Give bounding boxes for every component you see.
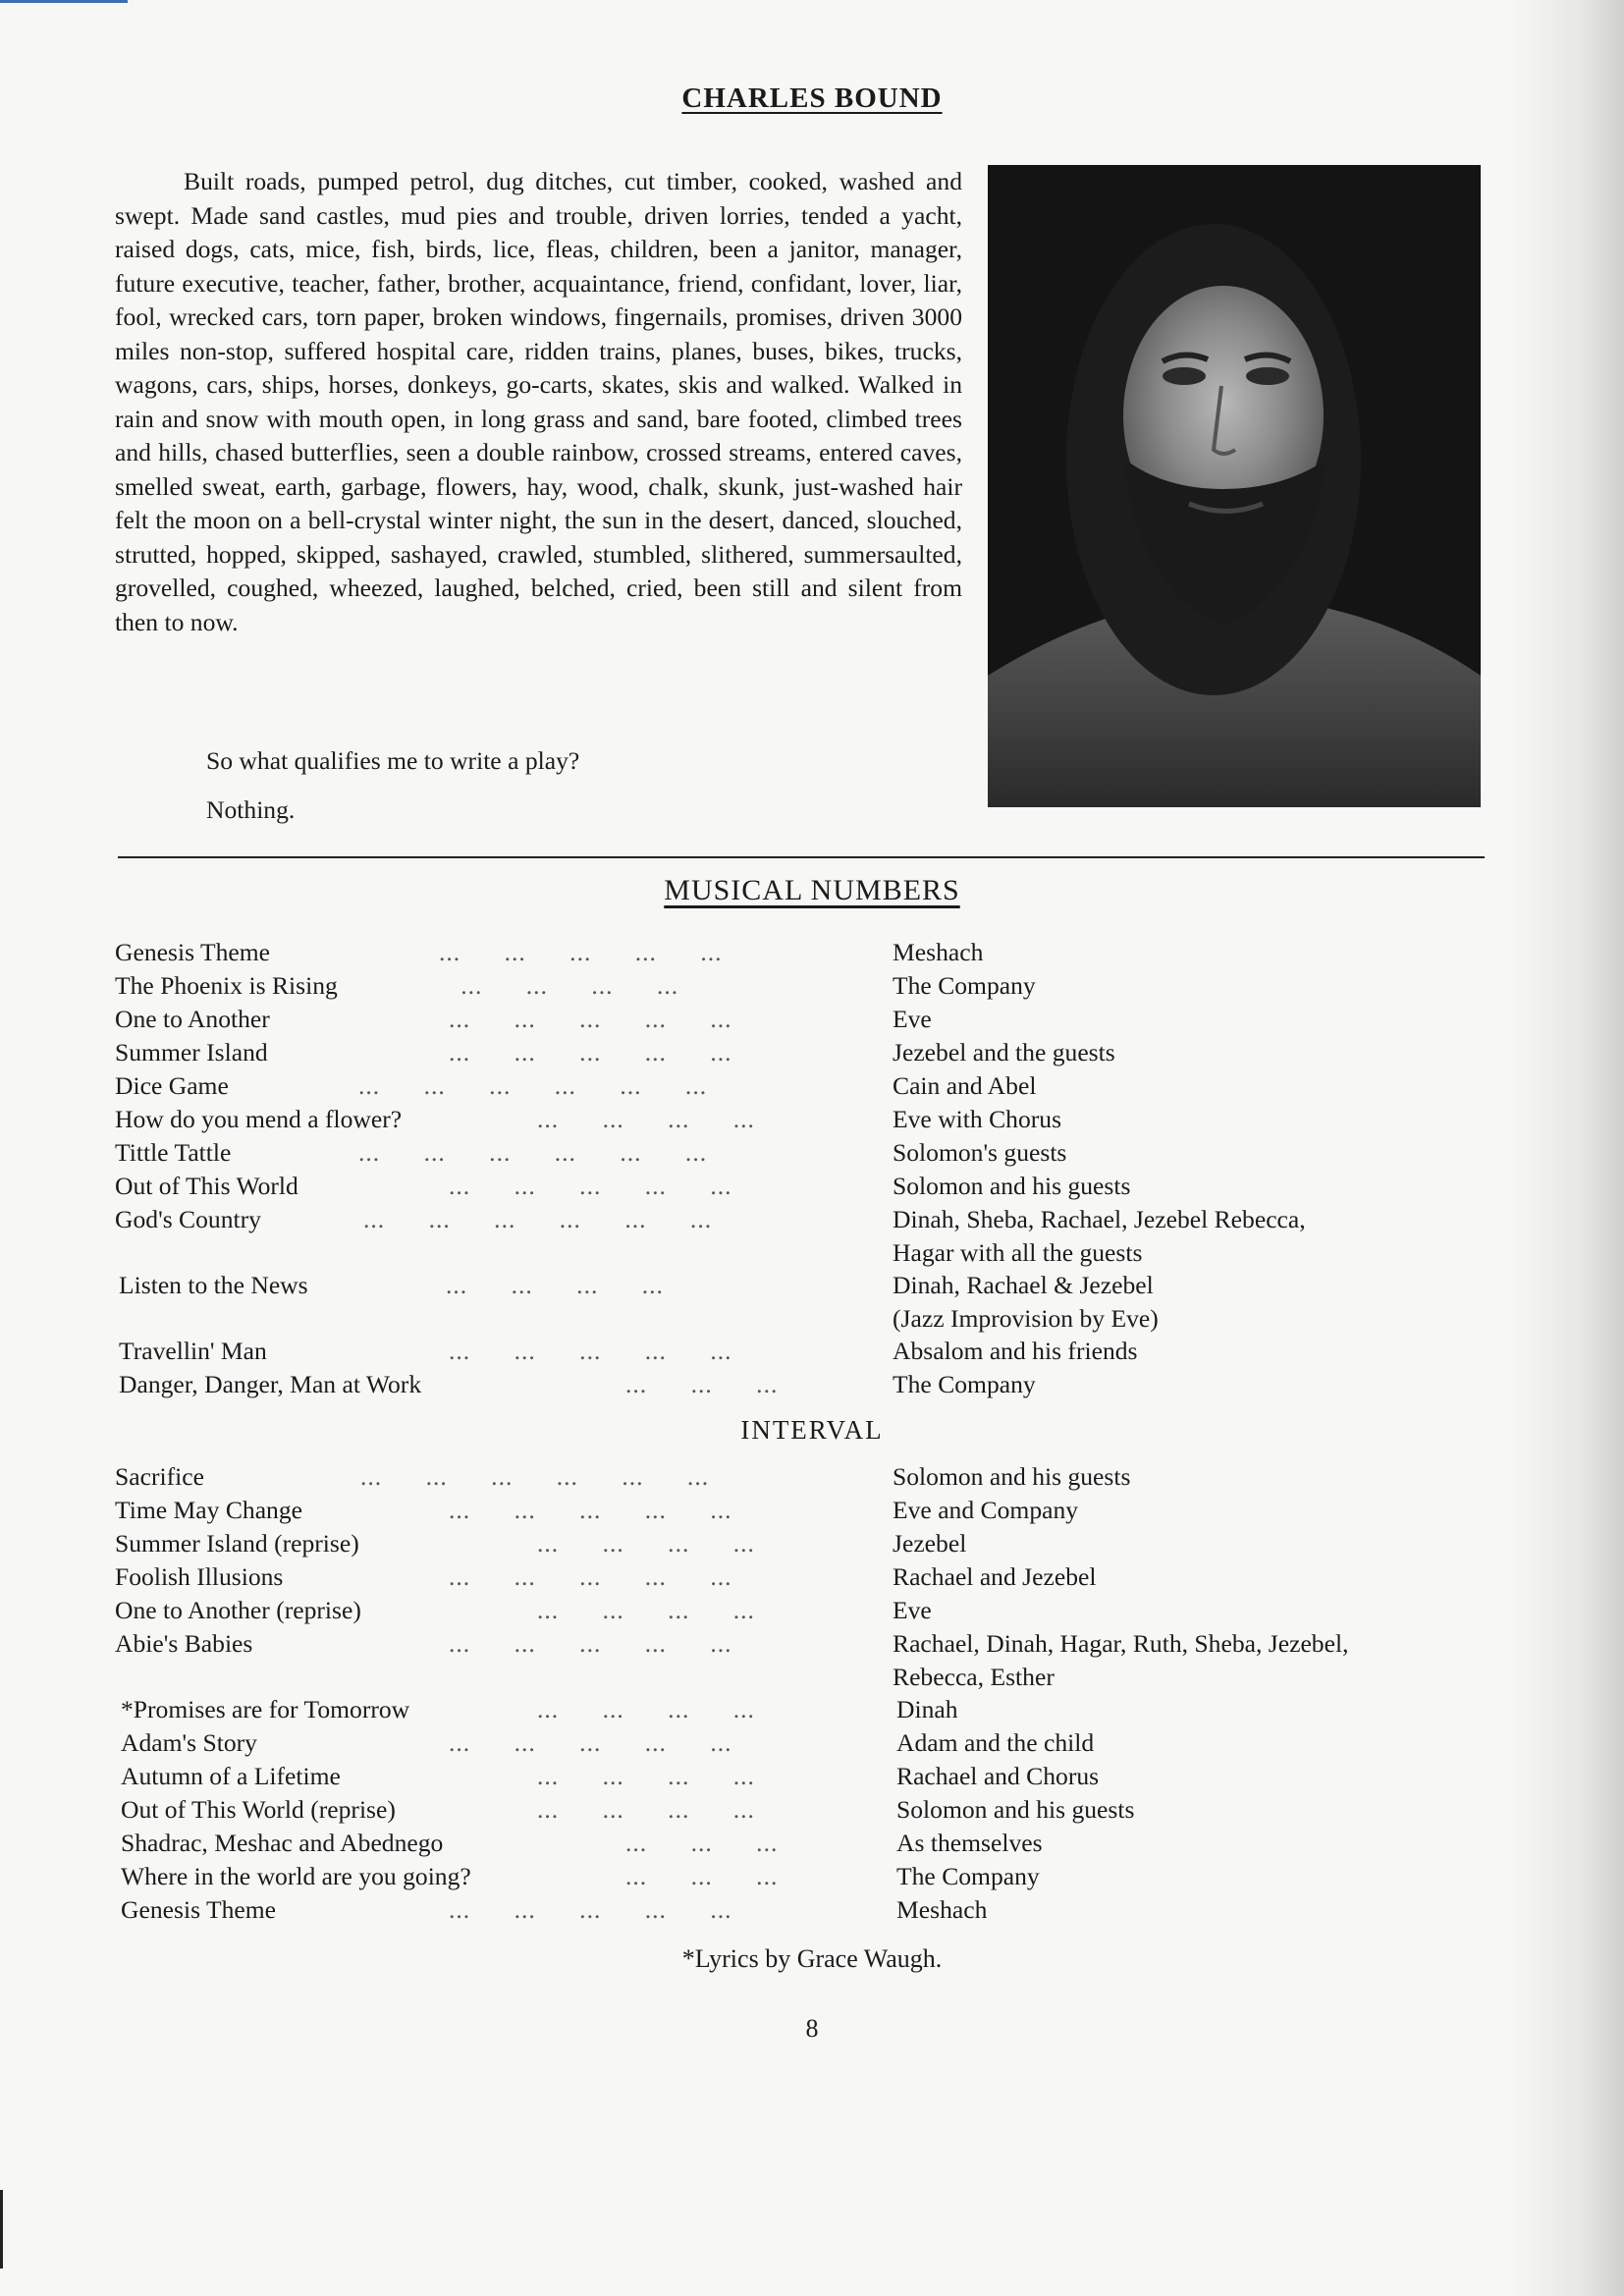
song-performer: Jezebel and the guests — [893, 1038, 1115, 1066]
song-row — [115, 969, 1509, 1003]
leader-dots: ... ... ... — [625, 1370, 779, 1398]
song-row — [115, 1103, 1509, 1136]
song-row — [115, 1693, 1509, 1726]
author-portrait-photo — [988, 165, 1481, 807]
song-performer: Solomon and his guests — [893, 1172, 1131, 1200]
song-title: Adam's Story — [121, 1728, 257, 1757]
leader-dots: ... ... ... ... — [439, 971, 679, 1000]
song-title: Autumn of a Lifetime — [121, 1762, 341, 1790]
song-performer: Solomon and his guests — [896, 1795, 1135, 1824]
leader-dots: ... ... ... ... — [446, 1271, 664, 1299]
song-title: Listen to the News — [119, 1271, 308, 1299]
song-title: Where in the world are you going? — [121, 1862, 471, 1890]
leader-dots: ... ... ... ... ... — [449, 1172, 732, 1200]
song-row — [115, 1494, 1509, 1527]
leader-dots: ... ... ... ... ... ... — [358, 1071, 708, 1100]
song-title: *Promises are for Tomorrow — [121, 1695, 410, 1723]
song-title: Out of This World — [115, 1172, 298, 1200]
song-row — [115, 1269, 1509, 1333]
song-performer: As themselves — [896, 1829, 1043, 1857]
leader-dots: ... ... ... ... ... — [449, 1728, 732, 1757]
song-performer: Rachael and Chorus — [896, 1762, 1100, 1790]
song-title: Sacrifice — [115, 1462, 204, 1491]
leader-dots: ... ... ... ... ... — [439, 938, 723, 966]
song-performer: Dinah — [896, 1695, 958, 1723]
song-title: Danger, Danger, Man at Work — [119, 1370, 422, 1398]
song-row — [115, 1627, 1509, 1691]
song-performer: Eve — [893, 1005, 932, 1033]
song-performer-continued: (Jazz Improvision by Eve) — [893, 1304, 1159, 1333]
song-performer: Absalom and his friends — [893, 1337, 1138, 1365]
bio-paragraph: Built roads, pumped petrol, dug ditches, cut timber, cooked, washed and swept. Made sand castles, mud pies and trouble, driven lorries, tended a yacht, raised dogs, cats, mice, fish, birds, lice, fleas, children, been a janitor, manager, future executive, teacher, father, brother, acquaintance, friend, confidant, lover, liar, fool, wrecked cars, torn paper, broken windows, fingernails, promises, driven 3000 miles non-stop, suffered hospital care, ridden trains, planes, buses, bikes, trucks, wagons, cars, ships, horses, donkeys, go-carts, skates, skis and walked. Walked in rain and snow with mouth open, in long grass and sand, bare footed, climbed trees and hills, chased butterflies, seen a double rainbow, crossed streams, entered caves, smelled sweat, earth, garbage, flowers, hay, wood, chalk, skunk, just-washed hair felt the moon on a bell-crystal winter night, the sun in the desert, danced, slouched, strutted, hopped, skipped, sashayed, crawled, stumbled, slithered, summersaulted, grovelled, coughed, wheezed, laughed, belched, cried, been still and silent from then to now. — [115, 167, 962, 636]
song-row — [115, 1460, 1509, 1494]
section-divider — [118, 856, 1485, 858]
song-performer: Adam and the child — [896, 1728, 1095, 1757]
song-performer: Solomon and his guests — [893, 1462, 1131, 1491]
page-number: 8 — [805, 2014, 819, 2043]
leader-dots: ... ... ... ... — [537, 1695, 755, 1723]
song-row — [115, 1335, 1509, 1368]
song-performer: Dinah, Rachael & Jezebel — [893, 1271, 1154, 1299]
song-performer: The Company — [893, 1370, 1036, 1398]
bio-answer: Nothing. — [206, 795, 296, 824]
song-title: Abie's Babies — [115, 1629, 253, 1658]
song-performer: Solomon's guests — [893, 1138, 1067, 1167]
leader-dots: ... ... ... ... ... — [449, 1562, 732, 1591]
song-performer: The Company — [893, 971, 1036, 1000]
song-title: Summer Island (reprise) — [115, 1529, 359, 1558]
song-row — [115, 1136, 1509, 1170]
leader-dots: ... ... ... ... ... — [449, 1629, 732, 1658]
leader-dots: ... ... ... ... ... ... — [363, 1205, 713, 1233]
song-title: The Phoenix is Rising — [115, 971, 338, 1000]
leader-dots: ... ... ... ... ... ... — [360, 1462, 710, 1491]
song-row — [115, 1760, 1509, 1793]
song-performer: Eve with Chorus — [893, 1105, 1062, 1133]
song-performer: Eve and Company — [893, 1496, 1079, 1524]
song-row — [115, 1893, 1509, 1927]
leader-dots: ... ... ... ... ... — [449, 1005, 732, 1033]
interval-heading: INTERVAL — [740, 1415, 884, 1445]
song-title: One to Another (reprise) — [115, 1596, 361, 1624]
bio-title: CHARLES BOUND — [681, 82, 943, 114]
song-row — [115, 1726, 1509, 1760]
leader-dots: ... ... ... ... — [537, 1762, 755, 1790]
song-title: How do you mend a flower? — [115, 1105, 403, 1133]
song-performer: Meshach — [896, 1895, 988, 1924]
song-row — [115, 1170, 1509, 1203]
song-title: Travellin' Man — [119, 1337, 267, 1365]
leader-dots: ... ... ... ... ... — [449, 1038, 732, 1066]
song-row — [115, 1368, 1509, 1401]
song-title: One to Another — [115, 1005, 270, 1033]
song-row — [115, 1827, 1509, 1860]
leader-dots: ... ... ... ... — [537, 1795, 755, 1824]
scan-edge-mark-left — [0, 2190, 3, 2269]
song-title: Shadrac, Meshac and Abednego — [121, 1829, 444, 1857]
song-row — [115, 1594, 1509, 1627]
song-performer: Cain and Abel — [893, 1071, 1037, 1100]
leader-dots: ... ... ... ... ... — [449, 1496, 732, 1524]
song-performer: Rachael and Jezebel — [893, 1562, 1097, 1591]
song-performer: Dinah, Sheba, Rachael, Jezebel Rebecca, — [893, 1205, 1306, 1233]
bio-question: So what qualifies me to write a play? — [206, 746, 580, 775]
song-title: Summer Island — [115, 1038, 268, 1066]
scan-edge-mark — [0, 0, 128, 3]
song-title: Out of This World (reprise) — [121, 1795, 396, 1824]
lyrics-footnote: *Lyrics by Grace Waugh. — [681, 1944, 943, 1973]
song-title: Foolish Illusions — [115, 1562, 284, 1591]
song-row — [115, 1860, 1509, 1893]
leader-dots: ... ... ... ... ... — [449, 1895, 732, 1924]
leader-dots: ... ... ... ... — [537, 1529, 755, 1558]
song-performer-continued: Rebecca, Esther — [893, 1663, 1055, 1691]
song-performer: Meshach — [893, 938, 984, 966]
song-title: Genesis Theme — [115, 938, 271, 966]
leader-dots: ... ... ... — [625, 1829, 779, 1857]
leader-dots: ... ... ... ... — [537, 1596, 755, 1624]
song-title: Tittle Tattle — [115, 1138, 232, 1167]
song-performer: Eve — [893, 1596, 932, 1624]
song-title: Genesis Theme — [121, 1895, 277, 1924]
song-performer: Jezebel — [893, 1529, 967, 1558]
song-performer-continued: Hagar with all the guests — [893, 1238, 1143, 1267]
leader-dots: ... ... ... ... ... ... — [358, 1138, 708, 1167]
leader-dots: ... ... ... ... ... — [449, 1337, 732, 1365]
song-row — [115, 1527, 1509, 1560]
musical-numbers-title: MUSICAL NUMBERS — [664, 874, 960, 906]
song-performer: The Company — [896, 1862, 1040, 1890]
song-row — [115, 1036, 1509, 1069]
song-performer: Rachael, Dinah, Hagar, Ruth, Sheba, Jezebel, — [893, 1629, 1349, 1658]
song-title: God's Country — [115, 1205, 261, 1233]
song-row — [115, 1003, 1509, 1036]
leader-dots: ... ... ... — [625, 1862, 779, 1890]
song-row — [115, 1069, 1509, 1103]
song-row — [115, 936, 1509, 969]
song-row — [115, 1793, 1509, 1827]
song-title: Dice Game — [115, 1071, 229, 1100]
song-row — [115, 1560, 1509, 1594]
song-row — [115, 1203, 1509, 1267]
song-title: Time May Change — [115, 1496, 303, 1524]
portrait-image — [988, 165, 1481, 807]
leader-dots: ... ... ... ... — [537, 1105, 755, 1133]
